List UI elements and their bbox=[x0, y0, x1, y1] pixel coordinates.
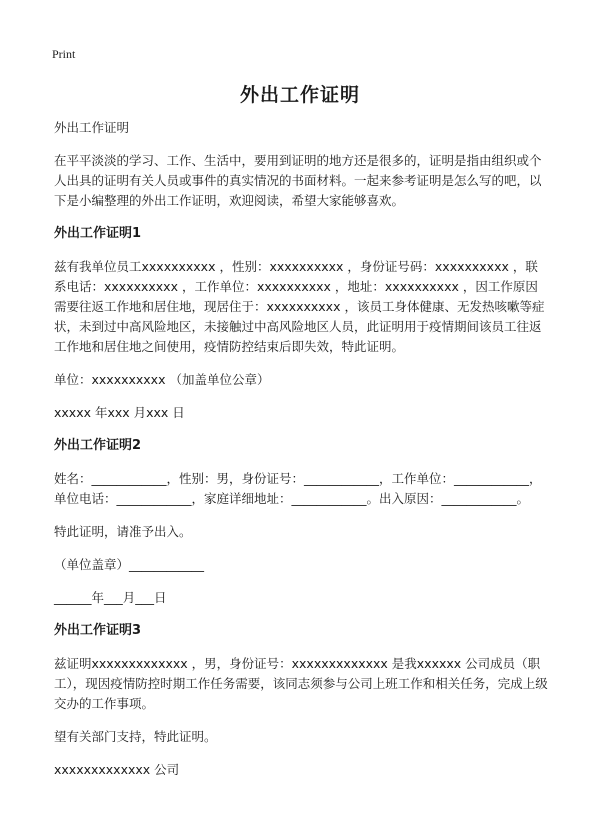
section-3-heading: 外出工作证明3 bbox=[54, 623, 142, 638]
section-2-seal-line: （单位盖章）____________ bbox=[54, 557, 205, 572]
section-3-statement: 望有关部门支持，特此证明。 bbox=[54, 729, 217, 744]
section-3-company-line: xxxxxxxxxxxxx 公司 bbox=[54, 762, 180, 777]
section-2-body: 姓名：____________，性别：男，身份证号：____________，工作单位：____________，单位电话：____________，家庭详细地址：____________。出入原因：____________。 bbox=[54, 471, 542, 506]
intro-paragraph: 在平平淡淡的学习、工作、生活中，要用到证明的地方还是很多的，证明是指由组织或个人出具的证明有关人员或事件的真实情况的书面材料。一起来参考证明是怎么写的吧，以下是小编整理的外出工作证明，欢迎阅读，希望大家能够喜欢。 bbox=[54, 153, 542, 208]
document-title: 外出工作证明 bbox=[239, 84, 360, 106]
document-subtitle: 外出工作证明 bbox=[54, 120, 130, 135]
section-1-date-line: xxxxx 年xxx 月xxx 日 bbox=[54, 405, 185, 420]
section-1-heading: 外出工作证明1 bbox=[54, 226, 142, 241]
section-1-body: 兹有我单位员工xxxxxxxxxx ，性别：xxxxxxxxxx ，身份证号码：xxxxxxxxxx ，联系电话：xxxxxxxxxx ，工作单位：xxxxxxxxxx ，地址：xxxxxxxxxx ，因工作原因需要往返工作地和居住地，现居住于：xxxxxxxxxx ，该员工身体健康、无发热咳嗽等症状，未到过中高风险地区，未接触过中高风险地区人员，此证明用于疫情期间该员工往返工作地和居住地之间使用，疫情防控结束后即失效，特此证明。 bbox=[54, 259, 545, 354]
print-label: Print bbox=[52, 47, 76, 61]
section-2-date-line: ______年___月___日 bbox=[54, 590, 167, 605]
section-3-body: 兹证明xxxxxxxxxxxxx ，男，身份证号：xxxxxxxxxxxxx 是我xxxxxx 公司成员（职工），现因疫情防控时期工作任务需要，该同志须参与公司上班工作和相关任务，完成上级交办的工作事项。 bbox=[54, 656, 548, 711]
document-body bbox=[54, 118, 550, 793]
section-2-statement: 特此证明，请准予出入。 bbox=[54, 524, 192, 539]
section-1-unit-line: 单位：xxxxxxxxxx （加盖单位公章） bbox=[54, 372, 270, 387]
section-2-heading: 外出工作证明2 bbox=[54, 438, 142, 453]
